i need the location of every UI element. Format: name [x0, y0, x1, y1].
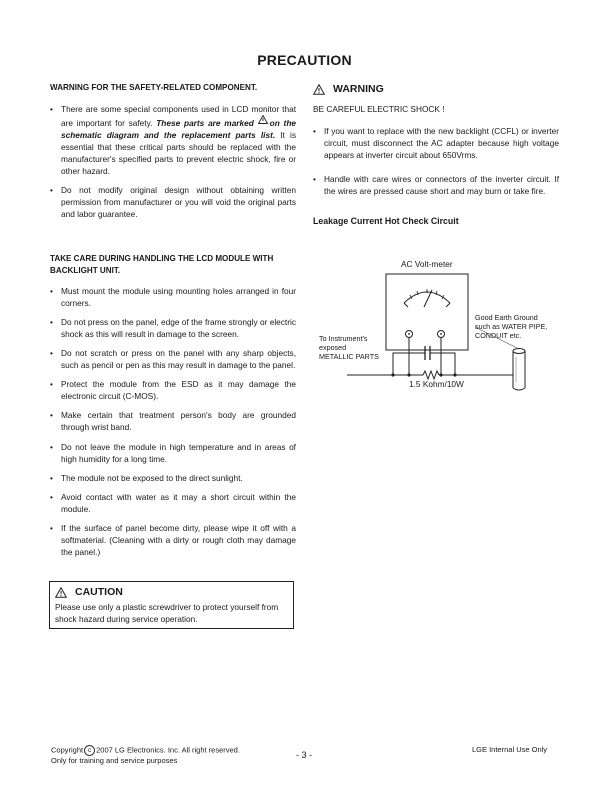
water-pipe — [513, 351, 525, 388]
left-column — [50, 82, 296, 565]
warning-item: • Handle with care wires or connectors of the inverter circuit. If the wires are pressed cause short and may burn or take fire. — [313, 173, 559, 197]
warning-triangle-icon — [313, 84, 325, 95]
safety-item: • Do not modify original design without obtaining written permission from manufacturer or you will void the original parts and labor guarantee. — [50, 184, 296, 220]
warning-list — [313, 125, 559, 197]
footer-internal: LGE Internal Use Only — [472, 745, 548, 754]
lcd-item: • Do not leave the module in high temperature and in areas of high humidity for a long time. — [50, 441, 296, 465]
lcd-list — [50, 285, 296, 557]
lcd-item: • If the surface of panel become dirty, please wipe it off with a softmaterial. (Cleaning with a dirty or rough cloth may damage the panel.) — [50, 522, 296, 558]
safety-item-emphasis-2: on the schematic diagram and the replacement parts list. — [61, 117, 297, 140]
circuit-heading: Leakage Current Hot Check Circuit — [313, 216, 459, 227]
caution-box — [49, 581, 294, 629]
lcd-item: • Protect the module from the ESD as it may damage the electronic circuit (C-MOS). — [50, 378, 296, 402]
voltmeter-body — [386, 274, 468, 350]
caution-header — [55, 585, 288, 601]
capacitor — [425, 346, 430, 360]
safety-item-text-2: It is essential that these critical parts should be replaced with the manufacturer's specified parts to prevent electric shock, fire or other hazard. — [61, 129, 296, 176]
instrument-label: To Instrument's exposed METALLIC PARTS — [319, 334, 379, 361]
copyright-symbol: c — [84, 745, 95, 756]
warning-title: WARNING — [333, 83, 384, 95]
warning-item: • If you want to replace with the new backlight (CCFL) or inverter circuit, must disconnect the AC adapter because high voltage appears at inverter circuit about 650Vrms. — [313, 125, 559, 161]
lcd-item: • The module not be exposed to the direct sunlight. — [50, 472, 296, 484]
voltmeter-label: AC Volt-meter — [401, 259, 453, 269]
lcd-heading: TAKE CARE DURING HANDLING THE LCD MODULE WITH BACKLIGHT UNIT. — [50, 253, 274, 275]
right-column — [313, 82, 559, 228]
resistor-label: 1.5 Kohm/10W — [409, 379, 464, 389]
resistor — [423, 371, 439, 379]
lcd-item: • Do not scratch or press on the panel with any sharp objects, such as pencil or pen as this may result in damage to the panel. — [50, 347, 296, 371]
lcd-item: • Make certain that treatment person's body are grounded through wrist band. — [50, 409, 296, 433]
warning-triangle-icon — [55, 587, 67, 598]
warning-triangle-icon — [258, 115, 270, 126]
caution-title: CAUTION — [75, 586, 123, 598]
warning-subtitle: BE CAREFUL ELECTRIC SHOCK ! — [313, 104, 445, 115]
lcd-item: • Must mount the module using mounting holes arranged in four corners. — [50, 285, 296, 309]
page-number: - 3 - — [296, 750, 313, 760]
safety-list — [50, 103, 296, 220]
page-title: PRECAUTION — [257, 52, 352, 68]
safety-item-text: There are some special components used in LCD monitor that are important for safety. — [61, 103, 296, 128]
footer-copyright: Copyright c 2007 LG Electronics. Inc. All right reserved. Only for training and service purposes — [51, 745, 240, 765]
safety-item — [50, 103, 296, 177]
safety-heading: WARNING FOR THE SAFETY-RELATED COMPONENT. — [50, 83, 258, 92]
ground-label: Good Earth Ground such as WATER PIPE, CONDUIT etc. — [475, 313, 548, 340]
warning-header — [313, 82, 559, 97]
lcd-item: • Do not press on the panel, edge of the frame strongly or electric shock as this will result in damage to the screen. — [50, 316, 296, 340]
caution-text: Please use only a plastic screwdriver to protect yourself from shock hazard during service operation. — [55, 601, 279, 625]
lcd-item: • Avoid contact with water as it may a short circuit within the module. — [50, 491, 296, 515]
leakage-circuit-diagram — [313, 257, 563, 397]
safety-item-emphasis: These parts are marked — [156, 117, 254, 128]
